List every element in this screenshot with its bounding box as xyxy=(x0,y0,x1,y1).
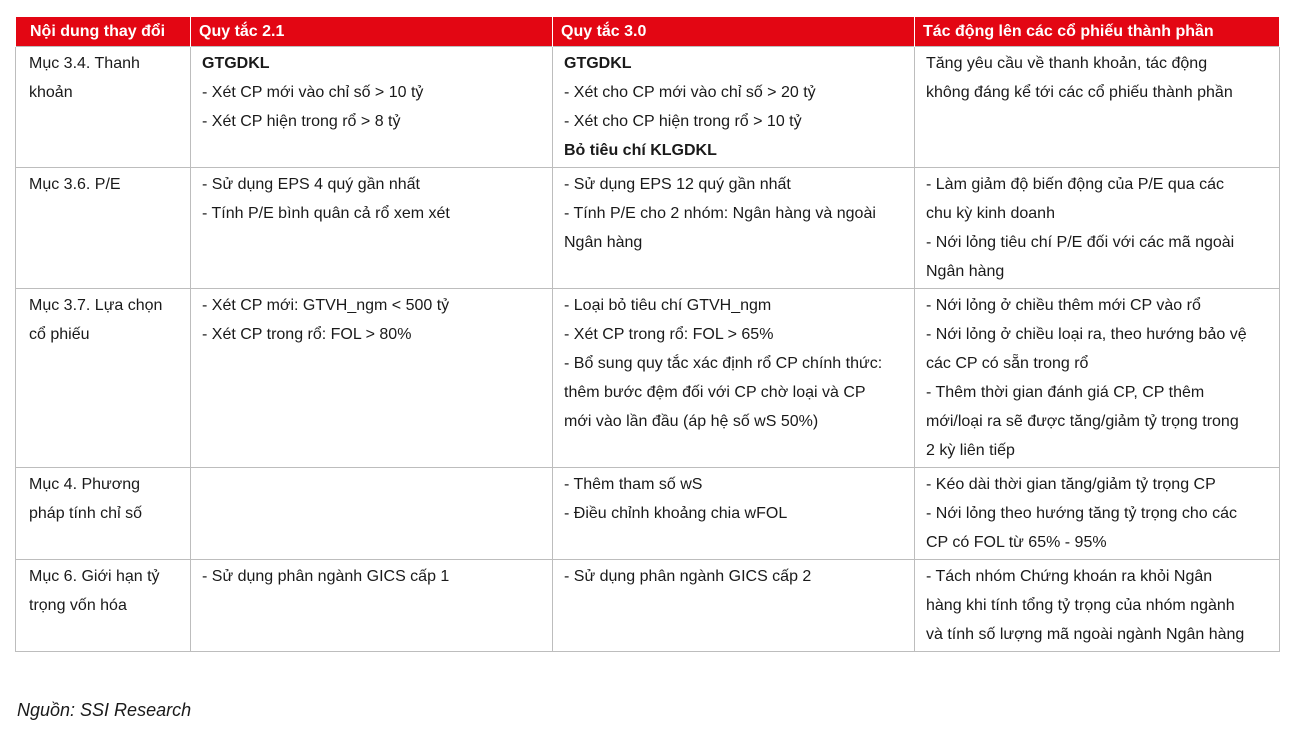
cell-rule-3-0 xyxy=(553,47,915,168)
cell-topic xyxy=(16,560,191,652)
cell-text-line: - Tính P/E cho 2 nhóm: Ngân hàng và ngoài xyxy=(564,205,876,222)
cell-text-line: Ngân hàng xyxy=(926,263,1005,280)
cell-topic xyxy=(16,168,191,289)
cell-topic xyxy=(16,468,191,560)
cell-text-line: - Xét CP mới vào chỉ số > 10 tỷ xyxy=(202,84,424,101)
header-row xyxy=(16,17,1280,47)
cell-rule-3-0 xyxy=(553,560,915,652)
cell-rule-3-0 xyxy=(553,168,915,289)
header-rule-3-0: Quy tắc 3.0 xyxy=(553,17,915,47)
cell-rule-2-1 xyxy=(191,168,553,289)
cell-text-line: Mục 3.4. Thanh xyxy=(29,55,140,72)
cell-text-line: không đáng kể tới các cổ phiếu thành phần xyxy=(926,84,1233,101)
cell-rule-2-1 xyxy=(191,468,553,560)
source-note: Nguồn: SSI Research xyxy=(17,700,192,720)
cell-text-line: - Bổ sung quy tắc xác định rổ CP chính thức: xyxy=(564,355,883,372)
cell-rule-2-1 xyxy=(191,560,553,652)
cell-text-line: - Xét CP trong rổ: FOL > 80% xyxy=(202,326,412,343)
cell-text-line: Tăng yêu cầu về thanh khoản, tác động xyxy=(926,55,1208,72)
cell-impact xyxy=(915,168,1280,289)
cell-text-line: cổ phiếu xyxy=(29,326,90,343)
cell-text-line: - Nới lỏng tiêu chí P/E đối với các mã ngoài xyxy=(926,234,1235,251)
cell-text-line: thêm bước đệm đối với CP chờ loại và CP xyxy=(564,384,866,401)
cell-text-line: Ngân hàng xyxy=(564,234,643,251)
cell-text-line: GTGDKL xyxy=(564,55,632,72)
table-row xyxy=(16,168,1280,289)
cell-rule-3-0 xyxy=(553,289,915,468)
table-header xyxy=(16,17,1280,47)
cell-text-line: - Sử dụng phân ngành GICS cấp 2 xyxy=(564,568,812,585)
cell-text-line: và tính số lượng mã ngoài ngành Ngân hàng xyxy=(926,626,1245,643)
cell-impact xyxy=(915,560,1280,652)
header-topic: Nội dung thay đổi xyxy=(16,17,191,47)
cell-text-line: - Thêm thời gian đánh giá CP, CP thêm xyxy=(926,384,1205,401)
cell-text-line: GTGDKL xyxy=(202,55,270,72)
comparison-table xyxy=(15,17,1280,652)
cell-text-line: - Tách nhóm Chứng khoán ra khỏi Ngân xyxy=(926,568,1213,585)
cell-text-line: trọng vốn hóa xyxy=(29,597,127,614)
cell-text-line: - Loại bỏ tiêu chí GTVH_ngm xyxy=(564,297,772,314)
cell-topic xyxy=(16,47,191,168)
cell-rule-3-0 xyxy=(553,468,915,560)
table-body xyxy=(16,47,1280,652)
header-rule-2-1: Quy tắc 2.1 xyxy=(191,17,553,47)
header-impact: Tác động lên các cổ phiếu thành phần xyxy=(915,17,1280,47)
cell-text-line: CP có FOL từ 65% - 95% xyxy=(926,534,1107,551)
cell-text-line: - Làm giảm độ biến động của P/E qua các xyxy=(926,176,1224,193)
cell-text-line: - Thêm tham số wS xyxy=(564,476,703,493)
cell-text-line: - Xét CP mới: GTVH_ngm < 500 tỷ xyxy=(202,297,450,314)
cell-text-line: - Nới lỏng ở chiều thêm mới CP vào rổ xyxy=(926,297,1201,314)
cell-impact xyxy=(915,468,1280,560)
cell-text-line: - Xét cho CP mới vào chỉ số > 20 tỷ xyxy=(564,84,816,101)
cell-text-line: Mục 4. Phương xyxy=(29,476,141,493)
cell-text-line: các CP có sẵn trong rổ xyxy=(926,355,1089,372)
cell-text-line: - Xét CP trong rổ: FOL > 65% xyxy=(564,326,774,343)
cell-text-line: - Xét CP hiện trong rổ > 8 tỷ xyxy=(202,113,401,130)
cell-text-line: - Sử dụng EPS 12 quý gần nhất xyxy=(564,176,791,193)
cell-text-line: - Sử dụng EPS 4 quý gần nhất xyxy=(202,176,420,193)
table-row xyxy=(16,560,1280,652)
cell-rule-2-1 xyxy=(191,47,553,168)
cell-text-line: - Sử dụng phân ngành GICS cấp 1 xyxy=(202,568,450,585)
cell-text-line: mới/loại ra sẽ được tăng/giảm tỷ trọng trong xyxy=(926,413,1239,430)
cell-text-line: khoản xyxy=(29,84,73,101)
cell-text-line: - Kéo dài thời gian tăng/giảm tỷ trọng CP xyxy=(926,476,1216,493)
table-row xyxy=(16,289,1280,468)
table-row xyxy=(16,468,1280,560)
cell-text-line: Mục 3.7. Lựa chọn xyxy=(29,297,163,314)
cell-text-line: - Điều chỉnh khoảng chia wFOL xyxy=(564,505,788,522)
cell-text-line: hàng khi tính tổng tỷ trọng của nhóm ngành xyxy=(926,597,1235,614)
cell-impact xyxy=(915,47,1280,168)
cell-text-line: - Nới lỏng ở chiều loại ra, theo hướng bảo vệ xyxy=(926,326,1247,343)
cell-text-line: pháp tính chỉ số xyxy=(29,505,142,522)
cell-text-line: - Tính P/E bình quân cả rổ xem xét xyxy=(202,205,450,222)
cell-text-line: - Xét cho CP hiện trong rổ > 10 tỷ xyxy=(564,113,802,130)
cell-impact xyxy=(915,289,1280,468)
cell-text-line: 2 kỳ liên tiếp xyxy=(926,442,1015,459)
cell-text-line: Bỏ tiêu chí KLGDKL xyxy=(564,142,717,159)
cell-topic xyxy=(16,289,191,468)
cell-text-line: mới vào lần đầu (áp hệ số wS 50%) xyxy=(564,413,819,430)
cell-text-line: - Nới lỏng theo hướng tăng tỷ trọng cho các xyxy=(926,505,1237,522)
cell-text-line: Mục 3.6. P/E xyxy=(29,176,121,193)
cell-text-line: Mục 6. Giới hạn tỷ xyxy=(29,568,160,585)
comparison-table-container xyxy=(15,17,1279,652)
table-row xyxy=(16,47,1280,168)
cell-text-line: chu kỳ kinh doanh xyxy=(926,205,1055,222)
cell-rule-2-1 xyxy=(191,289,553,468)
